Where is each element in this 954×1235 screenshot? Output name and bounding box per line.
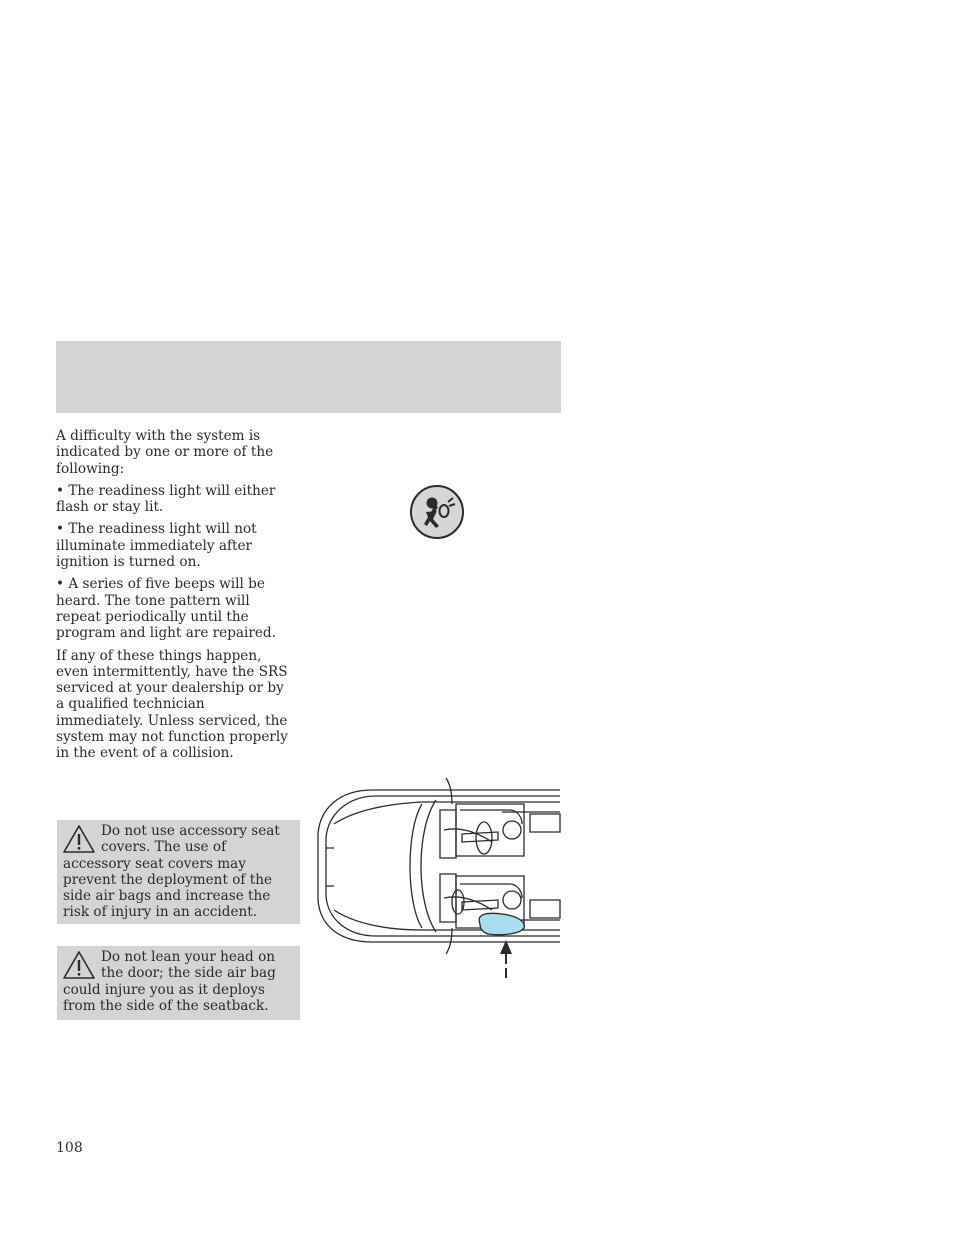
service-paragraph: If any of these things happen, even intermittently, have the SRS serviced at your dealership or by a qualified technician immediately. Unless serviced, the system may not function properly in the event of a collision. bbox=[56, 647, 288, 762]
bullet-item: • The readiness light will either flash or stay lit. bbox=[56, 483, 296, 516]
warning-text: Do not lean your head on the door; the side air bag could injure you as it deploys from the side of the seatback. bbox=[63, 949, 276, 1014]
body-text-column bbox=[56, 428, 296, 768]
warning-triangle-icon bbox=[61, 949, 97, 981]
air-bag-readiness-icon bbox=[409, 484, 465, 540]
warning-triangle-icon bbox=[61, 823, 97, 855]
warning-box-seat-covers bbox=[57, 820, 300, 924]
page-number: 108 bbox=[56, 1140, 83, 1156]
warning-text: Do not use accessory seat covers. The use of accessory seat covers may prevent the deployment of the side air bags and increase the risk of injury in an accident. bbox=[63, 823, 280, 921]
bullet-item: • A series of five beeps will be heard. The tone pattern will repeat periodically until the program and light are repaired. bbox=[56, 576, 296, 641]
side-air-bag-car-illustration bbox=[312, 774, 562, 986]
warning-box-head-on-door bbox=[57, 946, 300, 1020]
bullet-item: • The readiness light will not illuminate immediately after ignition is turned on. bbox=[56, 521, 296, 570]
intro-paragraph: A difficulty with the system is indicated by one or more of the following: bbox=[56, 428, 274, 477]
section-header-band bbox=[56, 341, 561, 413]
